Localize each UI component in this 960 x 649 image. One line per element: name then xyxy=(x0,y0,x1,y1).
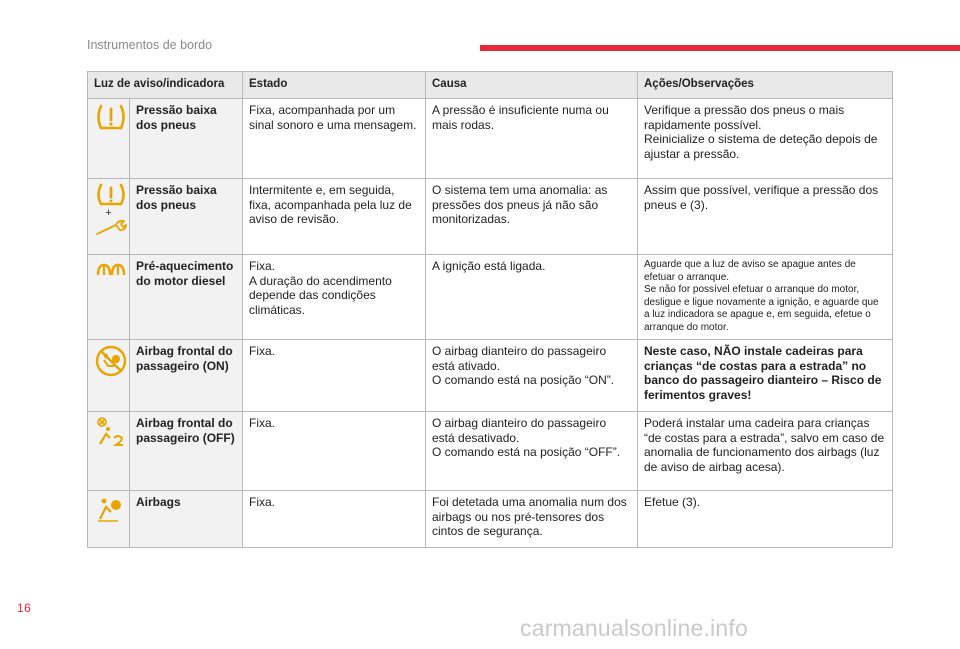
state-text: Fixa. xyxy=(243,412,426,491)
actions-text: Aguarde que a luz de aviso se apague antes de efetuar o arranque. Se não for possível efetuar o arranque do motor, desligue e ligue novamente a ignição, e aguarde que a luz indicadora se apague e, em seguida, efetue o arranque do motor. xyxy=(638,255,893,340)
tyre-pressure-service-icon xyxy=(94,183,123,237)
cause-text: A pressão é insuficiente numa ou mais rodas. xyxy=(426,99,638,179)
airbag-passenger-on-icon xyxy=(94,344,123,378)
cause-text: O sistema tem uma anomalia: as pressões dos pneus já não são monitorizadas. xyxy=(426,179,638,255)
airbag-icon xyxy=(94,495,123,523)
cause-text: Foi detetada uma anomalia num dos airbags ou nos pré-tensores dos cintos de segurança. xyxy=(426,491,638,548)
table-row xyxy=(88,99,893,179)
state-text: Fixa. A duração do acendimento depende das condições climáticas. xyxy=(243,255,426,340)
table-row xyxy=(88,340,893,412)
light-name: Pressão baixa dos pneus xyxy=(130,99,243,179)
light-name: Pré-aquecimento do motor diesel xyxy=(130,255,243,340)
warning-lights-table xyxy=(87,71,893,548)
actions-text: Poderá instalar uma cadeira para crianças “de costas para a estrada”, salvo em caso de anomalia de funcionamento dos airbags (luz de aviso de airbag acesa). xyxy=(638,412,893,491)
state-text: Intermitente e, em seguida, fixa, acompanhada pela luz de aviso de revisão. xyxy=(243,179,426,255)
column-header-actions: Ações/Observações xyxy=(638,72,893,99)
light-name: Airbag frontal do passageiro (ON) xyxy=(130,340,243,412)
actions-text: Verifique a pressão dos pneus o mais rapidamente possível. Reinicialize o sistema de deteção depois de ajustar a pressão. xyxy=(638,99,893,179)
light-name: Pressão baixa dos pneus xyxy=(130,179,243,255)
state-text: Fixa. xyxy=(243,340,426,412)
tyre-pressure-icon xyxy=(94,103,123,133)
column-header-light: Luz de aviso/indicadora xyxy=(88,72,243,99)
table-row xyxy=(88,491,893,548)
table-row xyxy=(88,412,893,491)
column-header-state: Estado xyxy=(243,72,426,99)
header-accent-bar xyxy=(480,45,960,51)
light-name: Airbag frontal do passageiro (OFF) xyxy=(130,412,243,491)
state-text: Fixa. xyxy=(243,491,426,548)
actions-text: Neste caso, NÃO instale cadeiras para crianças “de costas para a estrada” no banco do passageiro dianteiro – Risco de ferimentos graves! xyxy=(638,340,893,412)
state-text: Fixa, acompanhada por um sinal sonoro e uma mensagem. xyxy=(243,99,426,179)
glow-plug-icon xyxy=(94,259,123,283)
cause-text: A ignição está ligada. xyxy=(426,255,638,340)
column-header-cause: Causa xyxy=(426,72,638,99)
table-header-row xyxy=(88,72,893,99)
light-name: Airbags xyxy=(130,491,243,548)
cause-text: O airbag dianteiro do passageiro está desativado. O comando está na posição “OFF”. xyxy=(426,412,638,491)
actions-text: Assim que possível, verifique a pressão dos pneus e (3). xyxy=(638,179,893,255)
section-title: Instrumentos de bordo xyxy=(87,38,213,52)
watermark: carmanualsonline.info xyxy=(520,615,748,641)
cause-text: O airbag dianteiro do passageiro está ativado. O comando está na posição “ON”. xyxy=(426,340,638,412)
wrench-icon xyxy=(94,219,123,237)
actions-text: Efetue (3). xyxy=(638,491,893,548)
table-row xyxy=(88,179,893,255)
airbag-passenger-off-icon xyxy=(94,416,123,448)
plus-sign: + xyxy=(105,207,112,219)
table-row xyxy=(88,255,893,340)
page-number: 16 xyxy=(17,601,32,615)
